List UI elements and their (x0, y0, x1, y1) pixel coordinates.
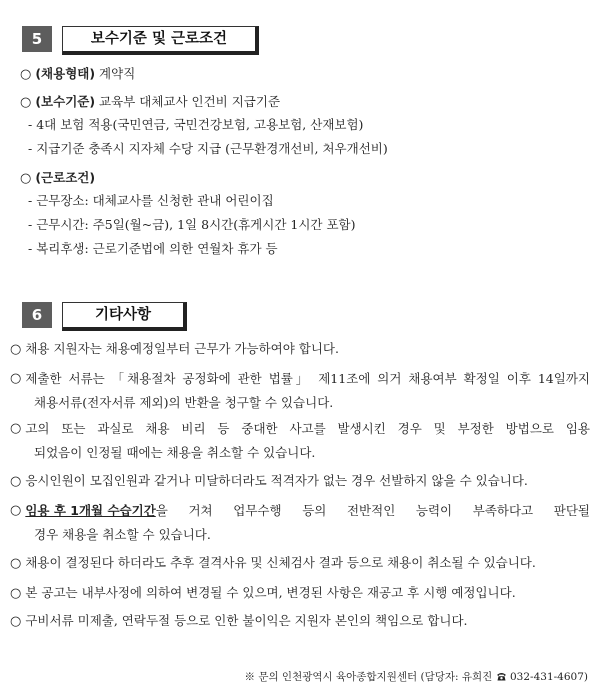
allowance-item: - 지급기준 충족시 지자체 수당 지급 (근무환경개선비, 처우개선비) (28, 141, 388, 156)
item-text: 본 공고는 내부사정에 의하여 변경될 수 있으며, 변경된 사항은 재공고 후 시행 예정입니다. (25, 585, 516, 600)
contact-text: 문의 인천광역시 육아종합지원센터 (담당자: 유희진 (258, 671, 493, 683)
circle-bullet: ○ (10, 503, 22, 518)
insurance-item: - 4대 보험 적용(국민연금, 국민건강보험, 고용보험, 산재보험) (28, 117, 364, 132)
contact-footer (244, 669, 588, 684)
item-text: 교육부 대체교사 인건비 지급기준 (95, 94, 281, 109)
notice-item-8 (10, 613, 468, 630)
work-hours-item: - 근무시간: 주5일(월~금), 1일 8시간(휴게시간 1시간 포함) (28, 217, 356, 232)
item-text: 제출한 서류는 「채용절차 공정화에 관한 법률」 제11조에 의거 채용여부 확정일 이후 14일까지 (25, 371, 590, 386)
probation-highlight: 임용 후 1개월 수습기간 (25, 503, 156, 518)
phone-icon (496, 671, 507, 684)
item-text: 고의 또는 과실로 채용 비리 등 중대한 사고를 발생시킨 경우 및 부정한 방법으로 임용 (25, 421, 590, 436)
circle-bullet: ○ (10, 421, 22, 436)
pay-standard-item (20, 94, 280, 111)
welfare-item: - 복리후생: 근로기준법에 의한 연월차 휴가 등 (28, 241, 278, 256)
circle-bullet: ○ (10, 586, 22, 601)
item-text-cont: 경우 채용을 취소할 수 있습니다. (34, 527, 211, 542)
section-title: 보수기준 및 근로조건 (62, 26, 259, 55)
notice-item-4 (10, 473, 528, 490)
circle-bullet: ○ (10, 342, 22, 357)
item-text-cont: 채용서류(전자서류 제외)의 반환을 청구할 수 있습니다. (34, 395, 334, 410)
section-title: 기타사항 (62, 302, 187, 331)
circle-bullet: ○ (10, 556, 22, 571)
item-label: (채용형태) (35, 66, 96, 81)
section-number: 5 (22, 26, 52, 52)
phone-number: 032-431-4607) (510, 671, 588, 683)
item-text: 채용 지원자는 채용예정일부터 근무가 가능하여야 합니다. (25, 341, 339, 356)
item-text: 계약직 (95, 66, 136, 81)
item-text-cont: 되었음이 인정될 때에는 채용을 취소할 수 있습니다. (34, 445, 316, 460)
notice-item-2 (10, 371, 590, 411)
workplace-item: - 근무장소: 대체교사를 신청한 관내 어린이집 (28, 193, 274, 208)
circle-bullet: ○ (10, 371, 22, 386)
item-label: (보수기준) (35, 94, 96, 109)
notice-item-7 (10, 585, 516, 602)
section-5-header (22, 24, 262, 54)
section-number: 6 (22, 302, 52, 328)
notice-item-1 (10, 341, 339, 358)
employment-type-item (20, 66, 135, 83)
notice-item-3 (10, 421, 590, 461)
circle-bullet: ○ (10, 614, 22, 629)
item-text: 을 거쳐 업무수행 등의 전반적인 능력이 부족하다고 판단될 (155, 503, 590, 518)
notice-item-5 (10, 503, 590, 543)
circle-bullet: ○ (20, 171, 32, 186)
item-text: 구비서류 미제출, 연락두절 등으로 인한 불이익은 지원자 본인의 책임으로 합니다. (25, 613, 468, 628)
note-symbol: ※ (244, 671, 255, 683)
notice-item-6 (10, 555, 536, 572)
work-conditions-item (20, 170, 95, 187)
item-text: 채용이 결정된다 하더라도 추후 결격사유 및 신체검사 결과 등으로 채용이 취소될 수 있습니다. (25, 555, 536, 570)
circle-bullet: ○ (10, 474, 22, 489)
item-text: 응시인원이 모집인원과 같거나 미달하더라도 적격자가 없는 경우 선발하지 않을 수 있습니다. (25, 473, 528, 488)
circle-bullet: ○ (20, 67, 32, 82)
section-6-header (22, 300, 262, 330)
circle-bullet: ○ (20, 95, 32, 110)
item-label: (근로조건) (35, 170, 96, 185)
